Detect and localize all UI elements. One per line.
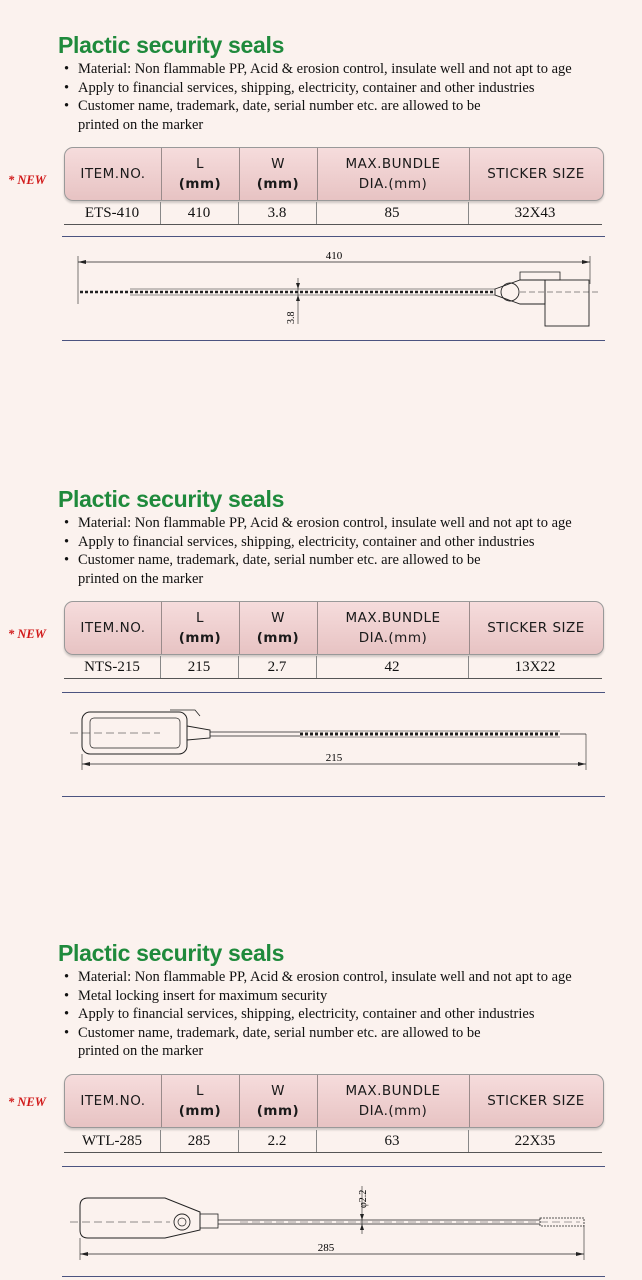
feature-item-continued: printed on the marker (78, 1043, 204, 1059)
product-section-wtl-285 (0, 940, 642, 1280)
cell-bundle-dia: 42 (316, 656, 469, 678)
cell-length: 285 (160, 1130, 239, 1152)
feature-item-continued: printed on the marker (78, 116, 204, 133)
new-badge: * NEW (8, 627, 46, 641)
cell-bundle-dia: 85 (316, 202, 469, 224)
header-item-no: ITEM.NO. (65, 1075, 162, 1127)
product-section-ets-410 (0, 32, 642, 352)
feature-item: • Material: Non flammable PP, Acid & erosion control, insulate well and not apt to age (62, 968, 572, 987)
new-badge: * NEW (8, 173, 46, 187)
header-length: L (mm) (161, 602, 240, 654)
spec-table-header (64, 601, 604, 655)
feature-item: • Customer name, trademark, date, serial number etc. are allowed to be (62, 97, 572, 116)
header-width: W (mm) (239, 148, 318, 200)
section-title: Plactic security seals (58, 940, 285, 966)
cell-length: 215 (160, 656, 239, 678)
cell-width: 2.2 (238, 1130, 317, 1152)
spec-table-header (64, 1074, 604, 1128)
cell-width: 3.8 (238, 202, 317, 224)
length-dimension-label: 285 (317, 1242, 335, 1254)
divider (62, 236, 605, 237)
cell-width: 2.7 (238, 656, 317, 678)
cell-item-no: NTS-215 (64, 656, 161, 678)
divider (62, 340, 605, 341)
cell-sticker-size: 13X22 (514, 658, 556, 675)
divider (62, 796, 605, 797)
spec-table-row (64, 656, 602, 679)
feature-item: • Apply to financial services, shipping, electricity, container and other industries (62, 1005, 572, 1024)
header-width: W (mm) (239, 1075, 318, 1127)
length-dimension-label: 410 (325, 250, 343, 262)
divider (62, 1276, 605, 1277)
cell-sticker-size: 22X35 (514, 1132, 556, 1149)
spec-table-row (64, 202, 602, 225)
feature-item: • Customer name, trademark, date, serial number etc. are allowed to be (62, 1024, 572, 1043)
feature-item: • Apply to financial services, shipping, electricity, container and other industries (62, 533, 572, 552)
header-width: W (mm) (239, 602, 318, 654)
seal-drawing-wtl-285 (0, 1178, 642, 1278)
feature-item-continued: printed on the marker (78, 570, 204, 587)
feature-list (62, 514, 572, 588)
length-dimension-label: 215 (325, 752, 343, 764)
seal-drawing-ets-410 (0, 244, 642, 344)
feature-list (62, 968, 572, 1061)
feature-list (62, 60, 572, 134)
cell-item-no: ETS-410 (64, 202, 161, 224)
header-bundle-dia: MAX.BUNDLE DIA.(mm) (317, 1075, 470, 1127)
section-title: Plactic security seals (58, 32, 285, 58)
divider (62, 1166, 605, 1167)
section-title: Plactic security seals (58, 486, 285, 512)
header-sticker-size: STICKER SIZE (487, 1093, 585, 1109)
spec-table-row (64, 1130, 602, 1153)
cell-length: 410 (160, 202, 239, 224)
feature-item: • Apply to financial services, shipping, electricity, container and other industries (62, 79, 572, 98)
header-sticker-size: STICKER SIZE (487, 620, 585, 636)
diameter-dimension-label: φ2.2 (358, 1189, 369, 1208)
header-length: L (mm) (161, 1075, 240, 1127)
header-length: L (mm) (161, 148, 240, 200)
header-item-no: ITEM.NO. (65, 602, 162, 654)
feature-item: • Metal locking insert for maximum security (62, 987, 572, 1006)
header-sticker-size: STICKER SIZE (487, 166, 585, 182)
divider (62, 692, 605, 693)
cell-sticker-size: 32X43 (514, 204, 556, 221)
cell-item-no: WTL-285 (64, 1130, 161, 1152)
header-item-no: ITEM.NO. (65, 148, 162, 200)
header-bundle-dia: MAX.BUNDLE DIA.(mm) (317, 148, 470, 200)
seal-drawing-nts-215 (0, 698, 642, 798)
cell-bundle-dia: 63 (316, 1130, 469, 1152)
product-section-nts-215 (0, 486, 642, 806)
feature-item: • Material: Non flammable PP, Acid & erosion control, insulate well and not apt to age (62, 60, 572, 79)
new-badge: * NEW (8, 1095, 46, 1109)
spec-table-header (64, 147, 604, 201)
feature-item: • Material: Non flammable PP, Acid & erosion control, insulate well and not apt to age (62, 514, 572, 533)
header-bundle-dia: MAX.BUNDLE DIA.(mm) (317, 602, 470, 654)
feature-item: • Customer name, trademark, date, serial number etc. are allowed to be (62, 551, 572, 570)
width-dimension-label: 3.8 (286, 311, 297, 324)
